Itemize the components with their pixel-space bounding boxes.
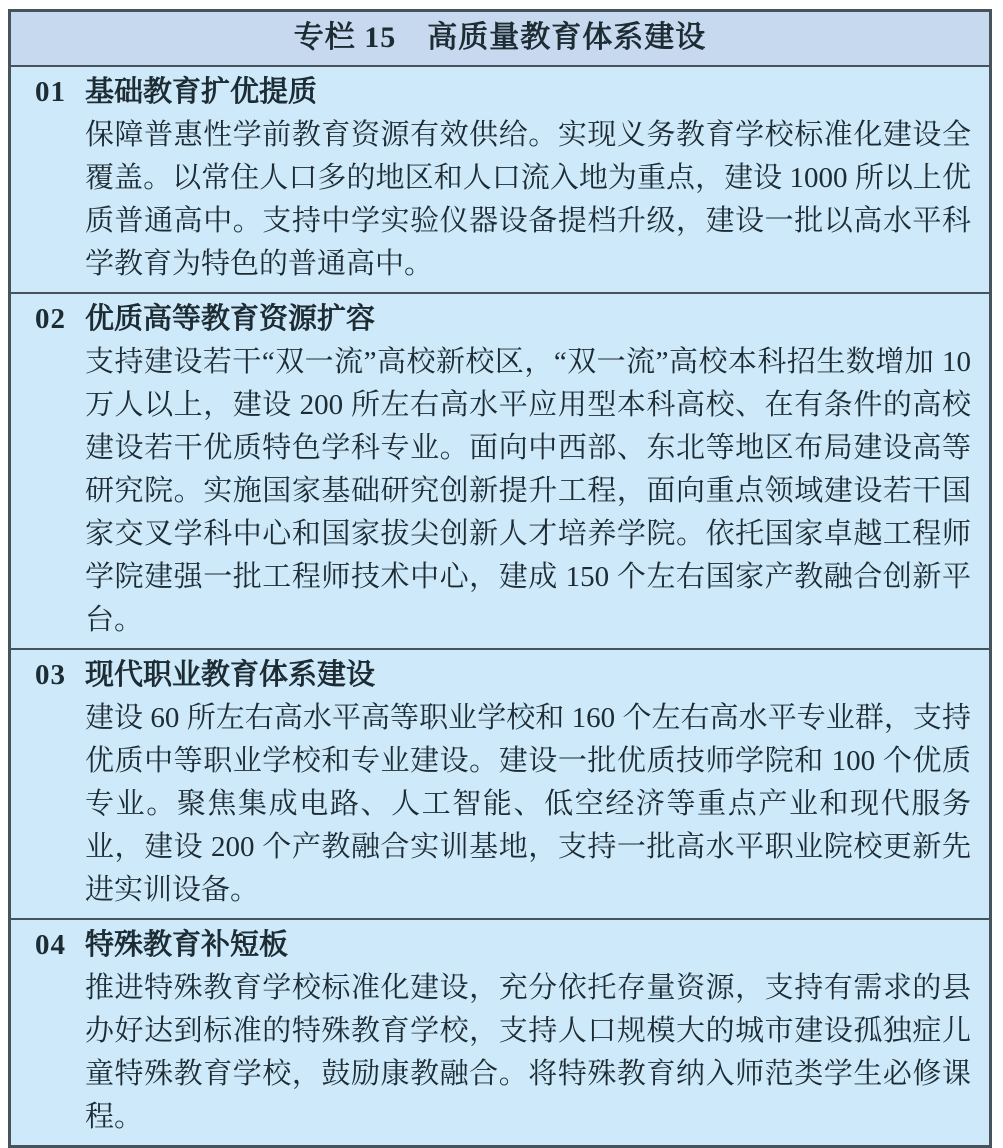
section-basic-education xyxy=(11,67,989,292)
section-heading-row xyxy=(35,71,971,114)
section-heading: 优质高等教育资源扩容 xyxy=(85,303,376,335)
section-higher-education xyxy=(11,292,989,648)
section-number: 03 xyxy=(35,659,66,691)
section-body-text: 推进特殊教育学校标准化建设，充分依托存量资源，支持有需求的县办好达到标准的特殊教育学校，支持人口规模大的城市建设孤独症儿童特殊教育学校，鼓励康教融合。将特殊教育纳入师范类学生必修课程。 xyxy=(85,972,971,1133)
section-special-education xyxy=(11,918,989,1145)
section-vocational-education xyxy=(11,648,989,918)
section-heading: 基础教育扩优提质 xyxy=(85,76,318,108)
panel-header xyxy=(11,12,989,67)
column-box-panel xyxy=(8,9,992,1148)
section-heading-row xyxy=(35,924,971,967)
section-number: 02 xyxy=(35,303,66,335)
section-heading: 现代职业教育体系建设 xyxy=(85,659,376,691)
section-heading: 特殊教育补短板 xyxy=(85,929,289,961)
section-number: 01 xyxy=(35,76,66,108)
section-heading-row xyxy=(35,298,971,341)
section-number: 04 xyxy=(35,929,66,961)
section-body-text: 建设 60 所左右高水平高等职业学校和 160 个左右高水平专业群，支持优质中等职业学校和专业建设。建设一批优质技师学院和 100 个优质专业。聚焦集成电路、人工智能、低空经济等重点产业和现代服务业，建设 200 个产教融合实训基地，支持一批高水平职业院校更新先进实训设备。 xyxy=(85,702,971,906)
section-body-text: 保障普惠性学前教育资源有效供给。实现义务教育学校标准化建设全覆盖。以常住人口多的地区和人口流入地为重点，建设 1000 所以上优质普通高中。支持中学实验仪器设备提档升级，建设一批以高水平科学教育为特色的普通高中。 xyxy=(85,119,971,280)
section-heading-row xyxy=(35,654,971,697)
section-body-text: 支持建设若干“双一流”高校新校区，“双一流”高校本科招生数增加 10 万人以上，建设 200 所左右高水平应用型本科高校、在有条件的高校建设若干优质特色学科专业。面向中西部、东北等地区布局建设高等研究院。实施国家基础研究创新提升工程，面向重点领域建设若干国家交叉学科中心和国家拔尖创新人才培养学院。依托国家卓越工程师学院建强一批工程师技术中心，建成 150 个左右国家产教融合创新平台。 xyxy=(85,346,971,636)
panel-title: 专栏 15 高质量教育体系建设 xyxy=(293,21,707,54)
